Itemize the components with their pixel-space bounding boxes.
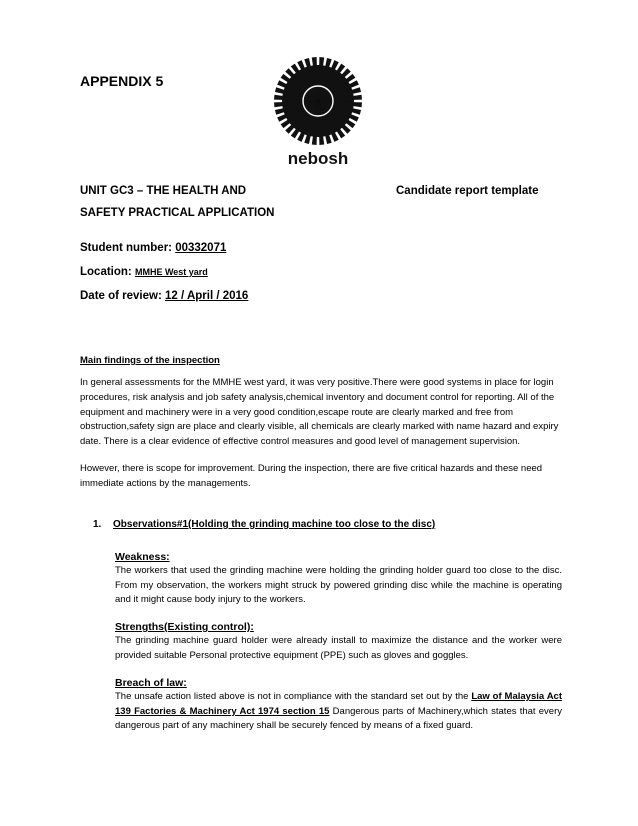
observation-title-text: Observations#1(Holding the grinding machine too close to the disc)	[113, 519, 436, 530]
date-value: 12 / April / 2016	[165, 290, 249, 302]
findings-paragraph-2: However, there is scope for improvement. During the inspection, there are five critical hazards and these need immediate actions by the managements.	[80, 463, 543, 489]
unit-title-line1: UNIT GC3 – THE HEALTH AND	[80, 185, 247, 197]
weakness-text: The workers that used the grinding machine were holding the grinding holder guard too close to the disc. From my observation, the workers might struck by powered grinding disc while the machine is operating and it might cause body injury to the workers.	[115, 565, 562, 606]
observation-number: 1.	[93, 519, 102, 530]
location-label: Location:	[80, 266, 132, 278]
student-number-value: 00332071	[175, 242, 227, 254]
date-field	[80, 290, 248, 302]
findings-paragraph-1: In general assessments for the MMHE west yard, it was very positive.There were good systems in place for login procedures, risk analysis and job safety analysis,chemical inventory and document control for reporting. All of the equipment and machinery were in a very good condition,escape route are clearly marked and free from obstruction,safety sign are place and clearly visible, all chemicals are clearly marked with name hazard and expiry date. There is a clear evidence of effective control measures and good level of management supervision.	[80, 377, 559, 448]
location-value: MMHE West yard	[134, 267, 208, 277]
location-field	[80, 266, 208, 278]
strengths-heading: Strengths(Existing control):	[115, 621, 254, 633]
weakness-heading: Weakness:	[115, 551, 170, 563]
student-number-label: Student number:	[80, 242, 172, 254]
logo-wordmark: nebosh	[287, 149, 349, 168]
appendix-title: APPENDIX 5	[80, 73, 164, 89]
unit-title-line2: SAFETY PRACTICAL APPLICATION	[80, 207, 275, 219]
observation-title	[93, 519, 435, 530]
breach-heading: Breach of law:	[115, 677, 187, 689]
starburst-icon	[270, 53, 366, 173]
breach-law-reference: Law of Malaysia Act 139 Factories & Machinery Act 1974 section 15	[115, 691, 562, 717]
breach-text	[115, 690, 562, 734]
strengths-text: The grinding machine guard holder were already install to maximize the distance and the worker were provided suitable Personal protective equipment (PPE) such as gloves and goggles.	[115, 635, 562, 661]
breach-text-before: The unsafe action listed above is not in compliance with the standard set out by the	[115, 691, 469, 702]
nebosh-logo	[270, 53, 366, 173]
template-label: Candidate report template	[396, 185, 539, 197]
findings-heading: Main findings of the inspection	[80, 355, 220, 366]
breach-text-after: Dangerous parts of Machinery,which states that every dangerous part of any machinery shall be securely fenced by means of a fixed guard.	[115, 705, 563, 732]
student-number-field	[80, 242, 226, 254]
date-label: Date of review:	[80, 290, 162, 302]
